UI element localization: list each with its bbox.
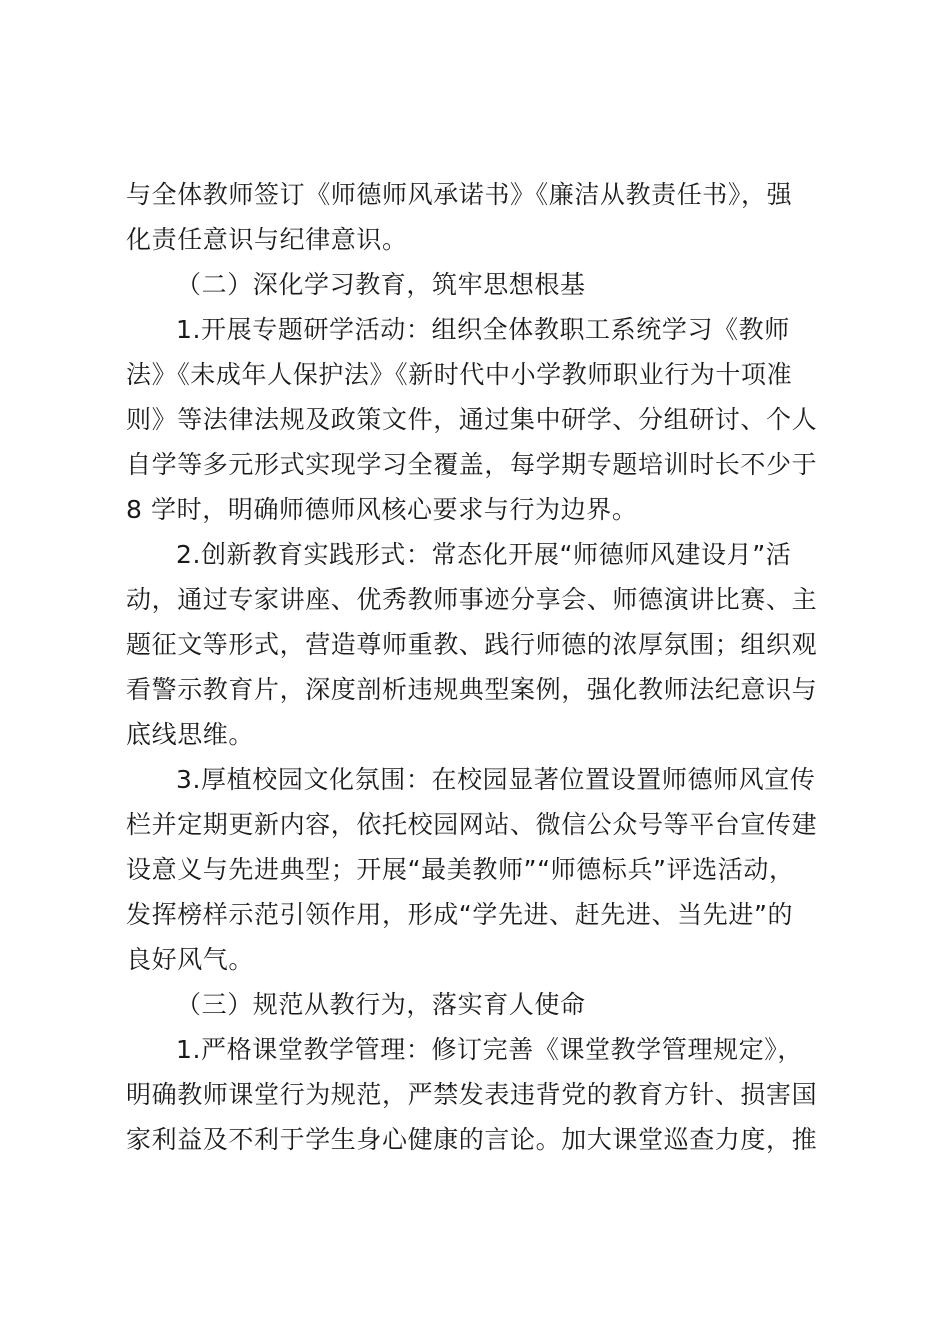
paragraph-line: 自学等多元形式实现学习全覆盖，每学期专题培训时长不少于 [126,450,818,479]
paragraph-line: 动，通过专家讲座、优秀教师事迹分享会、师德演讲比赛、主 [126,585,818,614]
paragraph-line: 设意义与先进典型；开展“最美教师”“师德标兵”评选活动， [126,855,795,884]
paragraph-line: 1.开展专题研学活动：组织全体教职工系统学习《教师 [176,315,790,344]
paragraph-line: 化责任意识与纪律意识。 [126,225,408,254]
paragraph-line: 看警示教育片，深度剖析违规典型案例，强化教师法纪意识与 [126,675,818,704]
paragraph-line: 发挥榜样示范引领作用，形成“学先进、赶先进、当先进”的 [126,900,794,929]
paragraph-line: 1.严格课堂教学管理：修订完善《课堂教学管理规定》， [176,1035,803,1064]
paragraph-line: 则》等法律法规及政策文件，通过集中研学、分组研讨、个人 [126,405,818,434]
paragraph-line: 良好风气。 [126,945,255,974]
paragraph-line: 明确教师课堂行为规范，严禁发表违背党的教育方针、损害国 [126,1080,818,1109]
section-heading: （二）深化学习教育，筑牢思想根基 [176,270,586,299]
paragraph-line: 与全体教师签订《师德师风承诺书》《廉洁从教责任书》，强 [126,180,793,209]
paragraph-line: 8 学时，明确师德师风核心要求与行为边界。 [126,495,638,524]
paragraph-line: 家利益及不利于学生身心健康的言论。加大课堂巡查力度，推 [126,1125,818,1154]
paragraph-line: 栏并定期更新内容，依托校园网站、微信公众号等平台宣传建 [126,810,818,839]
paragraph-line: 2.创新教育实践形式：常态化开展“师德师风建设月”活 [176,540,792,569]
paragraph-line: 3.厚植校园文化氛围：在校园显著位置设置师德师风宣传 [176,765,816,794]
paragraph-line: 题征文等形式，营造尊师重教、践行师德的浓厚氛围；组织观 [126,630,818,659]
section-heading: （三）规范从教行为，落实育人使命 [176,990,586,1019]
paragraph-line: 法》《未成年人保护法》《新时代中小学教师职业行为十项准 [126,360,793,389]
paragraph-line: 底线思维。 [126,720,255,749]
